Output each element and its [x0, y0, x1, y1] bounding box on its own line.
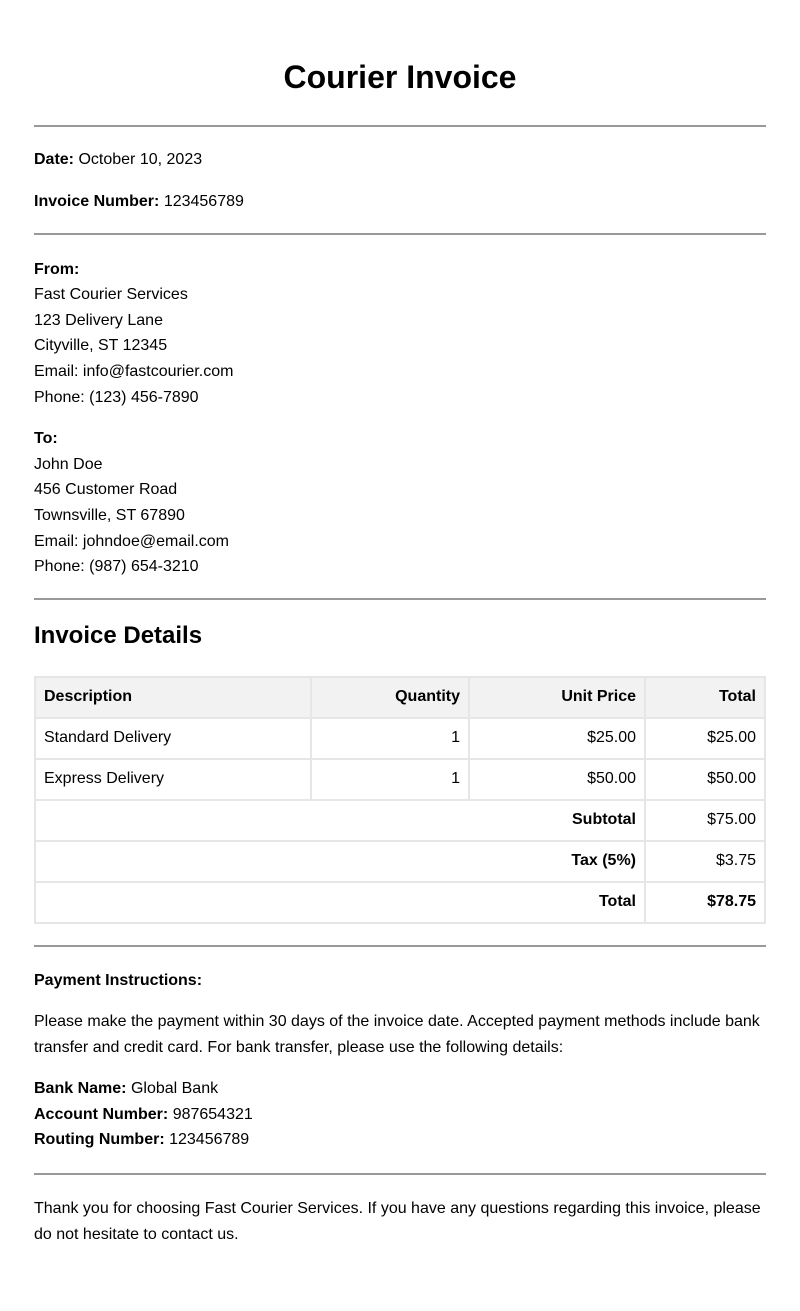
invoice-number-label: Invoice Number:: [34, 192, 160, 210]
routing-number-value: 123456789: [169, 1131, 250, 1149]
row-total: $25.00: [645, 718, 765, 759]
tax-label: [35, 841, 645, 882]
payment-body: Please make the payment within 30 days of the invoice date. Accepted payment methods include bank transfer and credit card. For bank transfer, please use the following details:: [34, 1013, 760, 1056]
to-email: Email: johndoe@email.com: [34, 532, 229, 550]
to-name: John Doe: [34, 455, 103, 473]
total-row: [35, 882, 765, 923]
row-description: Standard Delivery: [35, 718, 311, 759]
invoice-table: [34, 676, 766, 924]
routing-number-label: Routing Number:: [34, 1131, 165, 1149]
row-unit-price: $50.00: [469, 759, 645, 800]
table-row: [35, 759, 765, 800]
subtotal-label-text: Subtotal: [572, 811, 636, 829]
parties: [34, 235, 766, 580]
subtotal-label: [35, 800, 645, 841]
invoice-number-line: [34, 189, 766, 215]
subtotal-row: [35, 800, 765, 841]
tax-row: [35, 841, 765, 882]
to-label: To:: [34, 430, 58, 448]
to-block: [34, 426, 766, 580]
column-header-total: Total: [645, 677, 765, 718]
column-header-description: Description: [35, 677, 311, 718]
from-email: Email: info@fastcourier.com: [34, 362, 234, 380]
account-number-value: 987654321: [172, 1105, 253, 1123]
account-number-line: [34, 1102, 766, 1128]
bank-details: [34, 1076, 766, 1153]
page-title: Courier Invoice: [283, 59, 517, 95]
total-value-text: $78.75: [707, 893, 756, 911]
date-value: October 10, 2023: [78, 151, 203, 169]
date-label: Date:: [34, 151, 75, 169]
footer: [34, 1175, 766, 1247]
bank-name-line: [34, 1076, 766, 1102]
payment-heading-text: Payment Instructions:: [34, 971, 203, 989]
thank-you-note: Thank you for choosing Fast Courier Services. If you have any questions regarding this invoice, please do not hesitate to contact us.: [34, 1200, 761, 1243]
payment-instructions: [34, 947, 766, 1154]
tax-value: $3.75: [645, 841, 765, 882]
subtotal-value: $75.00: [645, 800, 765, 841]
from-address-line-1: 123 Delivery Lane: [34, 311, 163, 329]
row-unit-price: $25.00: [469, 718, 645, 759]
routing-number-line: [34, 1127, 766, 1153]
table-header-row: [35, 677, 765, 718]
to-address-line-2: Townsville, ST 67890: [34, 506, 185, 524]
from-label: From:: [34, 260, 80, 278]
total-label-text: Total: [598, 893, 636, 911]
payment-heading: [34, 968, 766, 994]
invoice-number-value: 123456789: [163, 192, 244, 210]
invoice-meta: [34, 127, 766, 214]
to-phone: Phone: (987) 654-3210: [34, 558, 199, 576]
date-line: [34, 147, 766, 173]
bank-name-value: Global Bank: [130, 1080, 219, 1098]
from-phone: Phone: (123) 456-7890: [34, 388, 199, 406]
to-address-line-1: 456 Customer Road: [34, 481, 178, 499]
total-value: [645, 882, 765, 923]
table-row: [35, 718, 765, 759]
row-quantity: 1: [311, 759, 469, 800]
bank-name-label: Bank Name:: [34, 1080, 127, 1098]
from-name: Fast Courier Services: [34, 286, 188, 304]
invoice-details-heading: Invoice Details: [34, 621, 203, 649]
account-number-label: Account Number:: [34, 1105, 169, 1123]
from-block: [34, 257, 766, 411]
from-address-line-2: Cityville, ST 12345: [34, 337, 168, 355]
column-header-quantity: Quantity: [311, 677, 469, 718]
row-quantity: 1: [311, 718, 469, 759]
total-label: [35, 882, 645, 923]
column-header-unit-price: Unit Price: [469, 677, 645, 718]
row-total: $50.00: [645, 759, 765, 800]
tax-label-text: Tax (5%): [571, 852, 636, 870]
row-description: Express Delivery: [35, 759, 311, 800]
